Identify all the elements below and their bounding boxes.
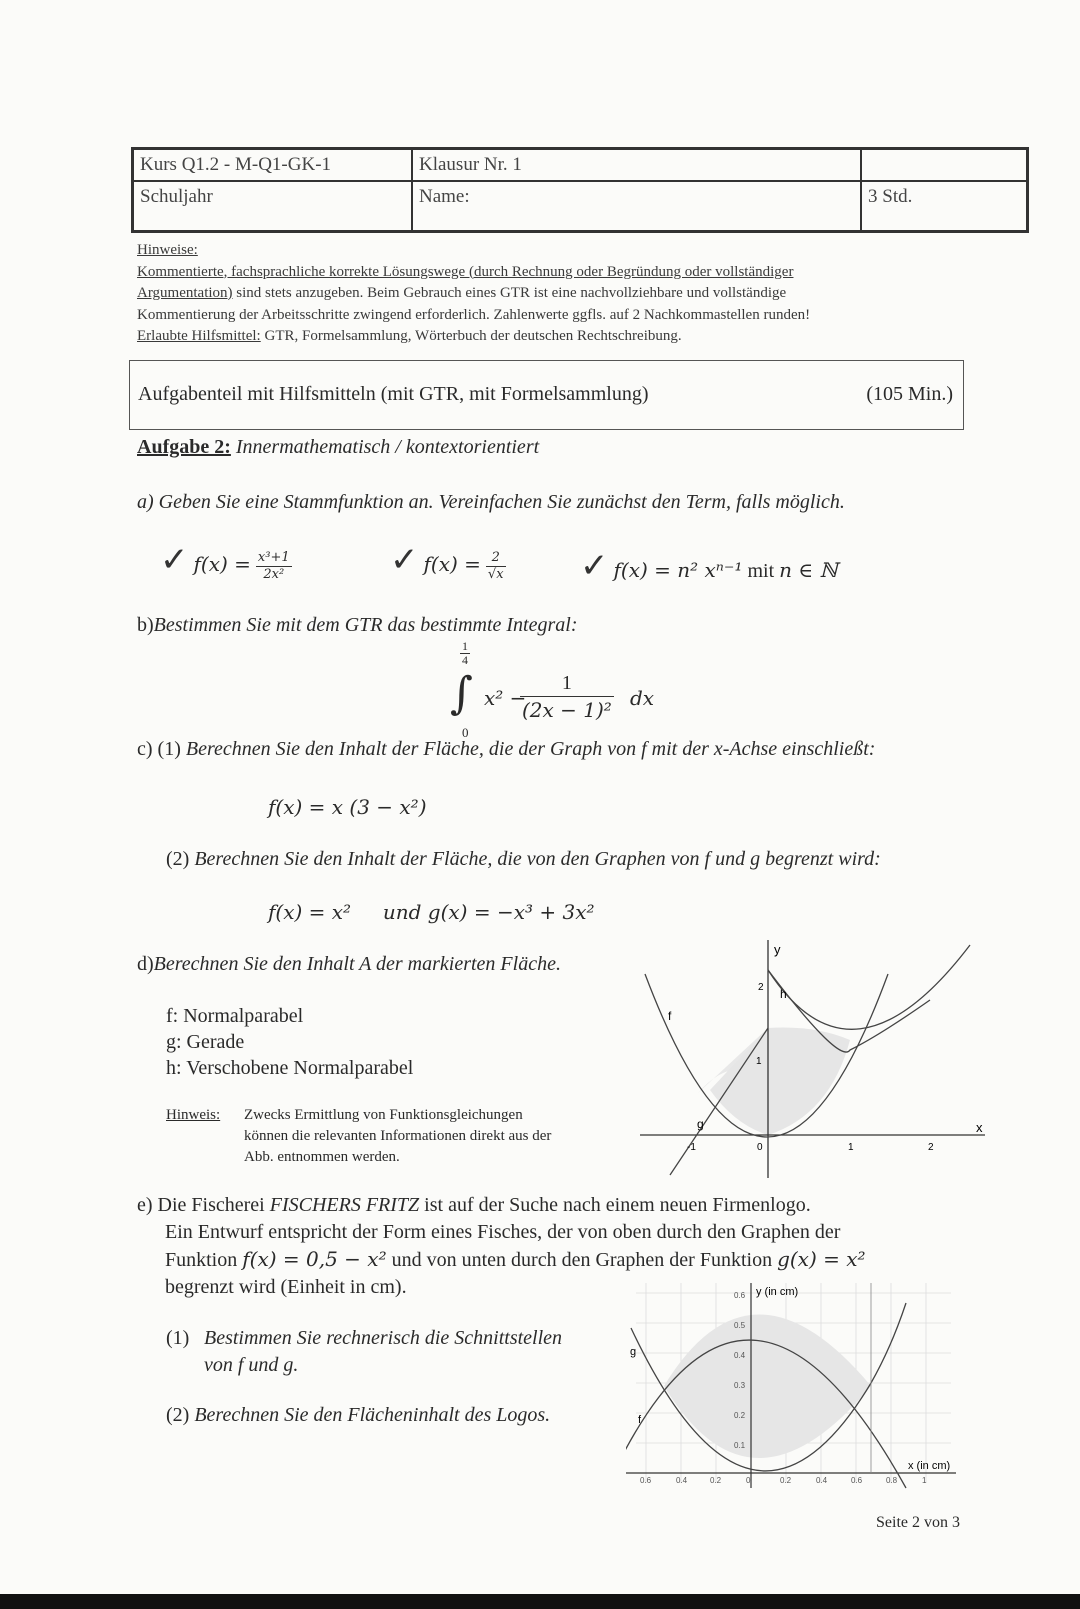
task-b	[137, 614, 578, 637]
f1-den: 2x²	[263, 566, 285, 582]
graph-e-x-label: x (in cm)	[908, 1460, 951, 1472]
graph-e-x-tick: 1	[922, 1476, 927, 1485]
graph-e-y-tick: 0.2	[734, 1411, 746, 1420]
task-d-hint	[166, 1105, 551, 1168]
f1-lhs: f(x) =	[193, 552, 251, 576]
graph-e-y-tick: 0.5	[734, 1321, 746, 1330]
task-a-f2	[390, 540, 506, 583]
graph-e-y-tick: 0.6	[734, 1291, 746, 1300]
graph-e-y-tick: 0.1	[734, 1441, 746, 1450]
task-d-label: d)	[137, 953, 154, 975]
task-c2	[166, 848, 881, 871]
graph-e-shaded-area	[664, 1315, 871, 1459]
hints-line-4	[137, 326, 1037, 348]
graph-e-y-tick: 0.3	[734, 1381, 746, 1390]
graph-e-x-tick: 0.8	[886, 1476, 898, 1485]
section-box	[129, 360, 964, 430]
f1-fraction	[256, 550, 292, 583]
hints-argumentation: Argumentation)	[137, 285, 233, 301]
page-number: Seite 2 von 3	[876, 1514, 960, 1531]
legend-g: g: Gerade	[166, 1031, 245, 1053]
f3-formula: f(x) = n² xⁿ⁻¹	[613, 558, 743, 582]
hint-line-2: können die relevanten Informationen direkt aus der	[244, 1128, 552, 1144]
section-time: (105 Min.)	[866, 383, 953, 405]
graph-e-f-label: f	[638, 1414, 642, 1426]
graph-d-y-label: y	[774, 942, 781, 957]
task-c2-label: (2)	[166, 848, 190, 870]
graph-e-x-tick: 0.6	[851, 1476, 863, 1485]
upper-den: 4	[462, 653, 468, 667]
graph-d-x-label: x	[976, 1120, 983, 1135]
task-c-label: c) (1)	[137, 738, 181, 760]
course-cell: Kurs Q1.2 - M-Q1-GK-1	[140, 154, 332, 175]
integral-upper	[460, 640, 470, 667]
task-e-f: f(x) = 0,5 − x²	[242, 1247, 387, 1271]
allowed-tools-text: GTR, Formelsammlung, Wörterbuch der deutschen Rechtschreibung.	[260, 328, 682, 344]
task-e-line-3a: Funktion	[165, 1249, 243, 1271]
task-d	[137, 953, 561, 976]
graph-e-x-tick: 0.4	[816, 1476, 828, 1485]
task-e-line-1	[137, 1192, 866, 1219]
f3-set: n ∈ ℕ	[779, 558, 838, 582]
task-d-text: Berechnen Sie den Inhalt A der markierten Fläche.	[153, 953, 561, 975]
f2-fraction	[486, 550, 506, 583]
f2-lhs: f(x) =	[423, 552, 481, 576]
task-a-f3	[580, 546, 838, 586]
q1-text: Bestimmen Sie rechnerisch die Schnittstellen	[204, 1327, 563, 1349]
hints-line-1: Kommentierte, fachsprachliche korrekte Lösungswege (durch Rechnung oder Begründung oder vollständiger	[137, 263, 794, 280]
graph-d-h-label: h	[780, 987, 787, 1001]
q1-text-2: von f und g.	[204, 1354, 299, 1376]
integral-term: x² −	[484, 686, 527, 710]
graph-d-tick-x2: 2	[928, 1142, 934, 1153]
graph-d-shaded-main	[710, 1028, 850, 1136]
graph-e-y-tick: 0.4	[734, 1351, 746, 1360]
task-c2-text: Berechnen Sie den Inhalt der Fläche, die von den Graphen von f und g begrenzt wird:	[194, 848, 881, 870]
graph-e-x-tick: 0.4	[676, 1476, 688, 1485]
frac-num: 1	[520, 670, 614, 697]
task-e-line-3c: und von unten durch den Graphen der Funktion	[386, 1249, 778, 1271]
q2-label: (2)	[166, 1404, 190, 1426]
f2-den: √x	[487, 566, 504, 582]
hints-title: Hinweise:	[137, 242, 198, 258]
q2-text: Berechnen Sie den Flächeninhalt des Logos.	[194, 1404, 551, 1426]
integral-lower: 0	[462, 725, 469, 740]
check-mark-icon: ✓	[580, 546, 609, 586]
section-title: Aufgabenteil mit Hilfsmitteln (mit GTR, mit Formelsammlung)	[138, 383, 649, 405]
check-mark-icon: ✓	[390, 540, 419, 580]
graph-e	[626, 1283, 961, 1493]
hint-line-1: Zwecks Ermittlung von Funktionsgleichungen	[244, 1107, 523, 1123]
task-e-q1	[166, 1325, 563, 1379]
allowed-tools-label: Erlaubte Hilfsmittel:	[137, 328, 261, 344]
task-e-intro: e) Die Fischerei	[137, 1194, 270, 1216]
graph-e-x-tick: 0.6	[640, 1476, 652, 1485]
f1-num: x³+1	[257, 549, 290, 565]
hints-block	[137, 240, 1037, 348]
task-a-text: a) Geben Sie eine Stammfunktion an. Vereinfachen Sie zunächst den Term, falls möglich.	[137, 491, 845, 513]
integral-sign: ∫	[450, 668, 473, 719]
q1-label: (1)	[166, 1327, 190, 1349]
graph-d-curve-h	[768, 945, 970, 1029]
integral-fraction	[520, 670, 614, 723]
hints-line-2	[137, 283, 1037, 305]
task-c1	[137, 738, 875, 761]
task-a-f1	[160, 540, 292, 583]
graph-e-x-ticks	[640, 1476, 927, 1485]
graph-d-tick-x1: 1	[848, 1142, 854, 1153]
hint-line-3: Abb. entnommen werden.	[244, 1149, 400, 1165]
graph-d	[640, 940, 985, 1178]
legend-f: f: Normalparabel	[166, 1005, 304, 1027]
task-e-line-4: begrenzt wird (Einheit in cm).	[165, 1276, 407, 1298]
graph-d-tick-x0: 0	[757, 1142, 763, 1153]
check-mark-icon: ✓	[160, 540, 189, 580]
task-label: Aufgabe 2:	[137, 436, 231, 458]
task-e-q2	[166, 1404, 550, 1427]
graph-d-tick-x-neg1: -1	[687, 1142, 696, 1153]
graph-d-tick-y1: 1	[756, 1056, 762, 1067]
task-e-line-2: Ein Entwurf entspricht der Form eines Fisches, der von oben durch den Graphen der	[165, 1221, 841, 1243]
exam-cell: Klausur Nr. 1	[419, 154, 522, 175]
year-cell: Schuljahr	[140, 186, 213, 207]
task-e-line-3	[137, 1246, 866, 1274]
hint-label: Hinweis:	[166, 1107, 221, 1123]
task-c1-text: Berechnen Sie den Inhalt der Fläche, die der Graph von f mit der x-Achse einschließt:	[185, 738, 876, 760]
frac-den: (2x − 1)²	[522, 698, 612, 722]
task-e-g: g(x) = x²	[777, 1247, 866, 1271]
graph-d-g-label: g	[697, 1117, 704, 1131]
graph-e-y-label: y (in cm)	[756, 1286, 799, 1298]
graph-e-x-tick: 0.2	[780, 1476, 792, 1485]
task-b-label: b)	[137, 614, 154, 636]
legend-h: h: Verschobene Normalparabel	[166, 1057, 414, 1079]
f2-num: 2	[486, 550, 506, 567]
task-e-line-1-rest: ist auf der Suche nach einem neuen Firmenlogo.	[419, 1194, 811, 1216]
graph-d-f-label: f	[668, 1009, 672, 1023]
duration-cell: 3 Std.	[868, 186, 913, 207]
hints-line-3: Kommentierung der Arbeitsschritte zwingend erforderlich. Zahlenwerte ggfls. auf 2 Nachkommastellen runden!	[137, 306, 811, 323]
task-b-text: Bestimmen Sie mit dem GTR das bestimmte Integral:	[153, 614, 578, 636]
graph-e-x-tick: 0	[746, 1476, 751, 1485]
graph-d-tick-y2: 2	[758, 982, 764, 993]
name-cell: Name:	[419, 186, 470, 207]
task-c2-formula	[268, 900, 595, 924]
upper-num: 1	[462, 639, 468, 653]
graph-e-x-tick: 0.2	[710, 1476, 722, 1485]
scan-bottom-edge	[0, 1594, 1080, 1609]
hints-line-2-rest: sind stets anzugeben. Beim Gebrauch eines GTR ist eine nachvollziehbare und vollständige	[232, 285, 787, 301]
c2-f: f(x) = x²	[268, 900, 352, 924]
task-d-legend	[166, 1003, 413, 1081]
c2-g: und g(x) = −x³ + 3x²	[382, 900, 595, 924]
task-c1-formula: f(x) = x (3 − x²)	[268, 795, 427, 819]
company-name: FISCHERS FRITZ	[269, 1194, 420, 1216]
task-heading	[137, 436, 539, 459]
f3-tail: mit	[747, 560, 775, 582]
task-subtitle: Innermathematisch / kontextorientiert	[235, 436, 540, 458]
integral-dx: dx	[630, 686, 655, 710]
header-table	[131, 147, 1029, 233]
graph-e-g-label: g	[630, 1346, 637, 1358]
